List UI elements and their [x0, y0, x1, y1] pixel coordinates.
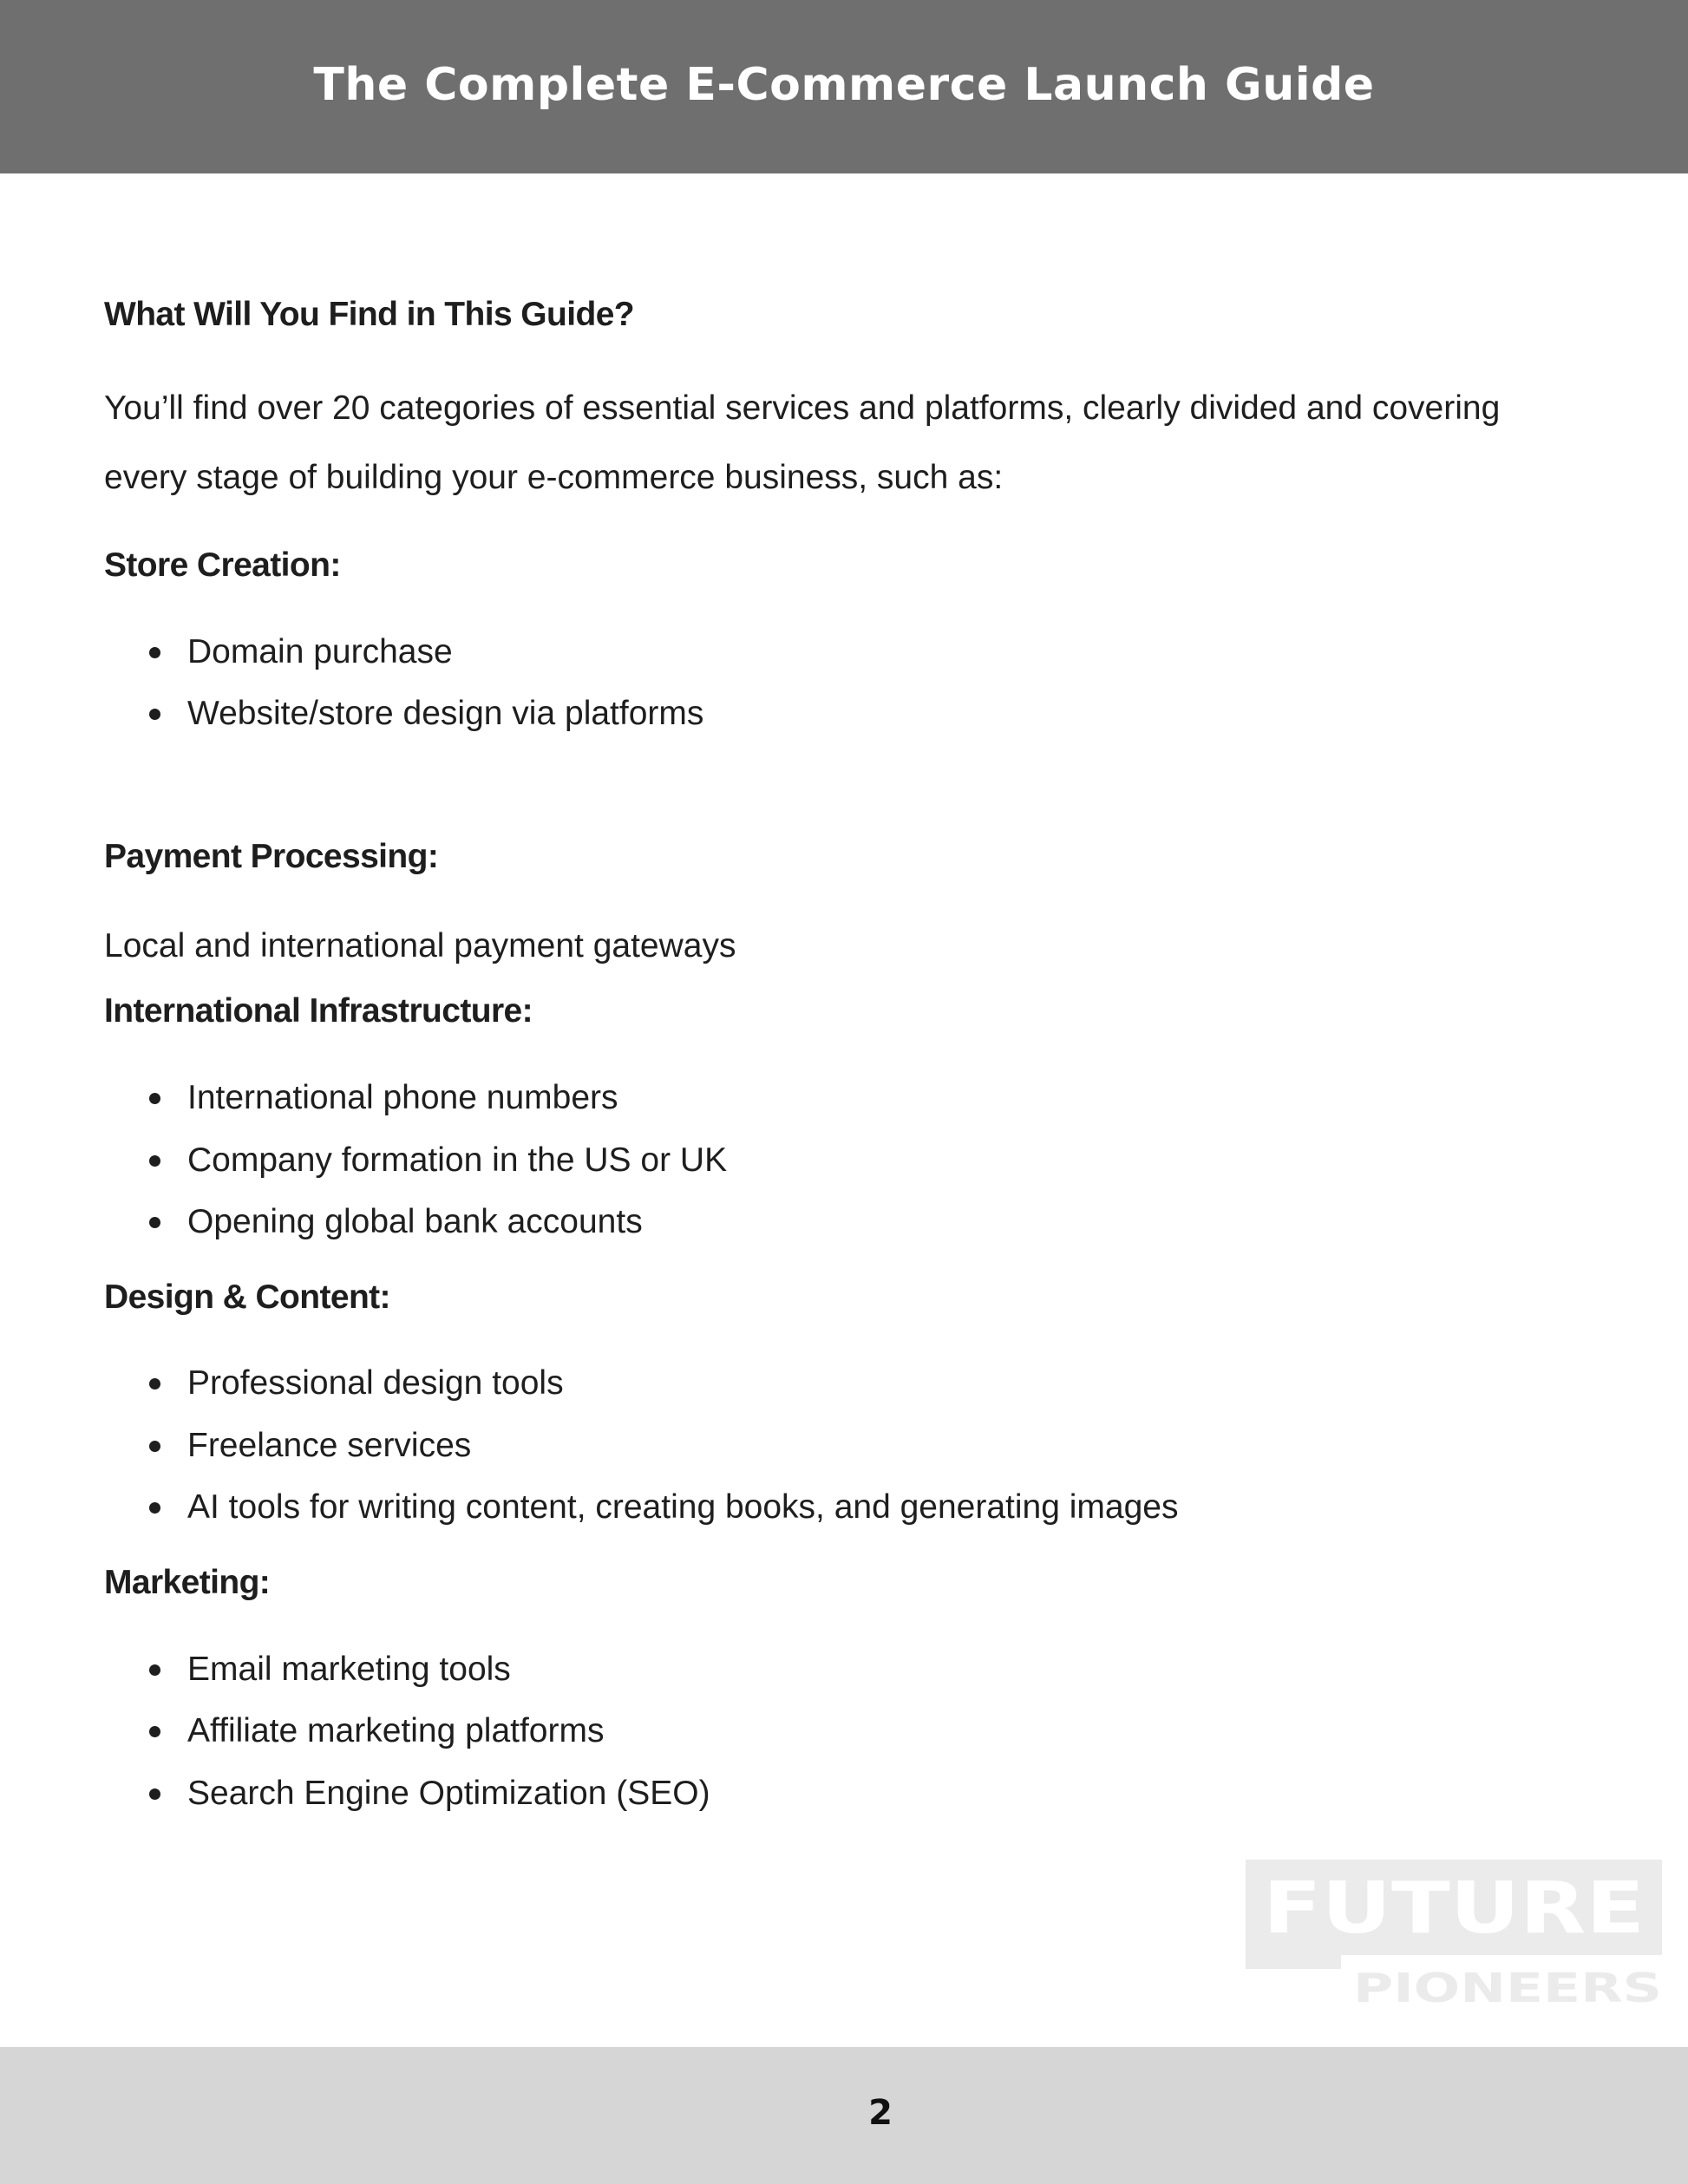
list-item: Professional design tools — [104, 1352, 1596, 1415]
design-content-list — [104, 1352, 1596, 1539]
bullet-icon — [149, 709, 160, 720]
bullet-icon — [149, 1441, 160, 1452]
watermark-accent-bar — [1246, 1955, 1341, 1969]
list-item: Freelance services — [104, 1415, 1596, 1477]
payment-processing-text: Local and international payment gateways — [104, 927, 736, 965]
bullet-icon — [149, 1726, 160, 1737]
bullet-icon — [149, 1664, 160, 1676]
list-item: Affiliate marketing platforms — [104, 1700, 1596, 1762]
bullet-icon — [149, 1093, 160, 1104]
bullet-icon — [149, 647, 160, 658]
list-item: Website/store design via platforms — [104, 683, 1596, 745]
payment-processing-heading: Payment Processing: — [104, 837, 439, 875]
page-title: The Complete E-Commerce Launch Guide — [313, 59, 1375, 111]
watermark-line-1: FUTURE — [1263, 1867, 1645, 1950]
list-item: Domain purchase — [104, 621, 1596, 683]
international-infrastructure-list — [104, 1067, 1596, 1253]
list-item: Email marketing tools — [104, 1638, 1596, 1701]
watermark-line-2: PIONEERS — [1353, 1965, 1662, 2005]
bullet-icon — [149, 1155, 160, 1167]
marketing-heading: Marketing: — [104, 1563, 271, 1601]
store-creation-heading: Store Creation: — [104, 546, 341, 584]
bullet-icon — [149, 1502, 160, 1514]
list-item: AI tools for writing content, creating books, and generating images — [104, 1476, 1596, 1539]
bullet-icon — [149, 1378, 160, 1390]
watermark-divider — [1246, 1952, 1662, 1955]
store-creation-list — [104, 621, 1596, 745]
header-band — [0, 0, 1688, 173]
marketing-list — [104, 1638, 1596, 1825]
bullet-icon — [149, 1788, 160, 1800]
footer-band — [0, 2047, 1688, 2184]
intro-heading: What Will You Find in This Guide? — [104, 296, 635, 333]
list-item: Search Engine Optimization (SEO) — [104, 1762, 1596, 1825]
main-content — [104, 295, 1596, 1824]
future-pioneers-logo-watermark — [1244, 1858, 1664, 2005]
design-content-heading: Design & Content: — [104, 1278, 390, 1316]
list-item: Company formation in the US or UK — [104, 1129, 1596, 1192]
international-infrastructure-heading: International Infrastructure: — [104, 992, 533, 1030]
intro-paragraph-line-1: You’ll find over 20 categories of essential services and platforms, clearly divided and covering — [104, 389, 1501, 427]
page-number: 2 — [868, 2093, 893, 2133]
intro-paragraph-line-2: every stage of building your e-commerce business, such as: — [104, 458, 1004, 496]
list-item: International phone numbers — [104, 1067, 1596, 1129]
bullet-icon — [149, 1217, 160, 1228]
list-item: Opening global bank accounts — [104, 1191, 1596, 1253]
